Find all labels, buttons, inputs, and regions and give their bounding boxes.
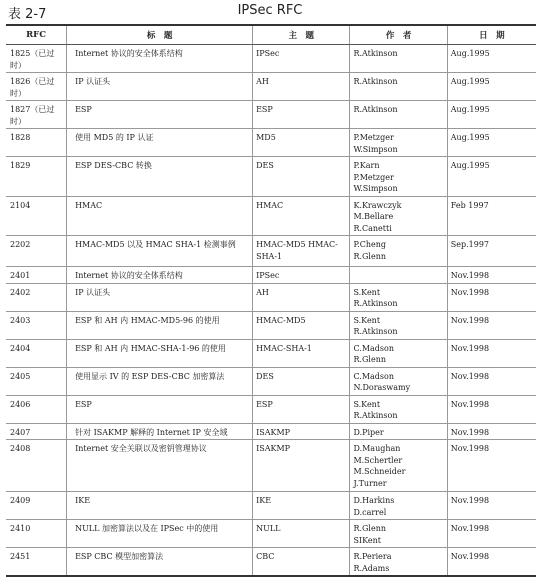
- rfc-number-cell: 2404: [6, 339, 67, 367]
- rfc-date-cell: Nov.1998: [447, 395, 536, 423]
- rfc-number-cell: 2407: [6, 423, 67, 440]
- rfc-number-cell: 1829: [6, 157, 67, 197]
- rfc-topic-cell: CBC: [253, 548, 350, 577]
- rfc-title-cell: 使用显示 IV 的 ESP DES-CBC 加密算法: [67, 367, 253, 395]
- rfc-title-cell: ESP 和 AH 内 HMAC-SHA-1-96 的使用: [67, 339, 253, 367]
- rfc-title-cell: ESP: [67, 395, 253, 423]
- author-name: R.Glenn: [353, 355, 386, 364]
- rfc-number-cell: 1825（已过时）: [6, 45, 67, 73]
- rfc-title-cell: ESP 和 AH 内 HMAC-MD5-96 的使用: [67, 311, 253, 339]
- author-name: D.Piper: [353, 427, 384, 437]
- rfc-authors-cell: [350, 267, 447, 284]
- author-name: R.Atkinson: [353, 411, 398, 420]
- column-header-authors: 作 者: [350, 25, 447, 45]
- rfc-title-cell: IP 认证头: [67, 73, 253, 101]
- rfc-topic-cell: MD5: [253, 129, 350, 157]
- rfc-authors-cell: [350, 236, 447, 267]
- author-name: P.Metzger: [353, 172, 394, 182]
- author-name: S.Kent: [353, 315, 381, 325]
- rfc-authors-cell: [350, 520, 447, 548]
- table-row: [6, 196, 536, 236]
- rfc-number-cell: 1827（已过时）: [6, 101, 67, 129]
- author-name: R.Canetti: [353, 223, 392, 233]
- rfc-date-cell: Aug.1995: [447, 101, 536, 129]
- rfc-number-cell: 2401: [6, 267, 67, 284]
- author-name: S.Kent: [353, 399, 381, 409]
- rfc-authors-cell: [350, 101, 447, 129]
- rfc-topic-cell: AH: [253, 283, 350, 311]
- rfc-title-cell: IP 认证头: [67, 283, 253, 311]
- author-name: SIKent: [353, 535, 381, 545]
- column-header-title: 标 题: [67, 25, 253, 45]
- rfc-topic-cell: HMAC: [253, 196, 350, 236]
- rfc-number-cell: 2402: [6, 283, 67, 311]
- rfc-authors-cell: [350, 311, 447, 339]
- author-name: R.Glenn: [353, 524, 386, 533]
- rfc-date-cell: Aug.1995: [447, 45, 536, 73]
- author-name: D.carrel: [353, 507, 387, 517]
- rfc-date-cell: Feb 1997: [447, 196, 536, 236]
- author-name: C.Madson: [353, 343, 394, 353]
- author-name: R.Atkinson: [353, 77, 398, 86]
- author-name: N.Doraswamy: [353, 383, 411, 392]
- rfc-date-cell: Nov.1998: [447, 267, 536, 284]
- rfc-title-cell: ESP: [67, 101, 253, 129]
- rfc-authors-cell: [350, 157, 447, 197]
- rfc-number-cell: 2410: [6, 520, 67, 548]
- table-row: [6, 440, 536, 492]
- rfc-date-cell: Nov.1998: [447, 423, 536, 440]
- rfc-date-cell: Aug.1995: [447, 129, 536, 157]
- table-body: [6, 45, 536, 577]
- table-row: [6, 283, 536, 311]
- author-name: P.Metzger: [353, 133, 394, 142]
- column-header-topic: 主 题: [253, 25, 350, 45]
- rfc-number-cell: 2405: [6, 367, 67, 395]
- author-name: M.Schertler: [353, 455, 403, 465]
- table-row: [6, 395, 536, 423]
- table-row: [6, 367, 536, 395]
- author-name: R.Atkinson: [353, 105, 398, 114]
- rfc-number-cell: 2202: [6, 236, 67, 267]
- rfc-date-cell: Aug.1995: [447, 157, 536, 197]
- rfc-date-cell: Nov.1998: [447, 311, 536, 339]
- rfc-authors-cell: [350, 548, 447, 577]
- rfc-topic-cell: IKE: [253, 492, 350, 520]
- table-row: [6, 101, 536, 129]
- rfc-date-cell: Nov.1998: [447, 548, 536, 577]
- table-row: [6, 520, 536, 548]
- rfc-title-cell: ESP CBC 模型加密算法: [67, 548, 253, 577]
- rfc-date-cell: Nov.1998: [447, 367, 536, 395]
- rfc-number-cell: 2408: [6, 440, 67, 492]
- author-name: R.Atkinson: [353, 299, 398, 308]
- rfc-date-cell: Nov.1998: [447, 440, 536, 492]
- rfc-title-cell: Internet 安全关联以及密钥管理协议: [67, 440, 253, 492]
- rfc-number-cell: 2409: [6, 492, 67, 520]
- rfc-date-cell: Nov.1998: [447, 339, 536, 367]
- rfc-title-cell: NULL 加密算法以及在 IPSec 中的使用: [67, 520, 253, 548]
- rfc-number-cell: 2403: [6, 311, 67, 339]
- rfc-date-cell: Nov.1998: [447, 520, 536, 548]
- table-row: [6, 423, 536, 440]
- author-name: R.Atkinson: [353, 49, 398, 58]
- rfc-topic-cell: IPSec: [253, 45, 350, 73]
- table-row: [6, 311, 536, 339]
- rfc-number-cell: 2406: [6, 395, 67, 423]
- author-name: D.Maughan: [353, 444, 401, 453]
- table-row: [6, 236, 536, 267]
- rfc-topic-cell: DES: [253, 157, 350, 197]
- author-name: R.Atkinson: [353, 327, 398, 336]
- author-name: R.Periera: [353, 552, 392, 561]
- table-caption: [0, 0, 540, 22]
- rfc-topic-cell: ESP: [253, 395, 350, 423]
- rfc-authors-cell: [350, 395, 447, 423]
- table-header: [6, 25, 536, 45]
- rfc-authors-cell: [350, 440, 447, 492]
- rfc-number-cell: 2104: [6, 196, 67, 236]
- author-name: W.Simpson: [353, 144, 398, 154]
- rfc-number-cell: 2451: [6, 548, 67, 577]
- table-row: [6, 492, 536, 520]
- rfc-authors-cell: [350, 129, 447, 157]
- rfc-authors-cell: [350, 73, 447, 101]
- author-name: P.Karn: [353, 161, 380, 170]
- author-name: J.Turner: [353, 478, 387, 488]
- rfc-topic-cell: NULL: [253, 520, 350, 548]
- rfc-date-cell: Aug.1995: [447, 73, 536, 101]
- author-name: W.Simpson: [353, 184, 398, 193]
- rfc-number-cell: 1828: [6, 129, 67, 157]
- rfc-table: [6, 24, 536, 577]
- rfc-topic-cell: DES: [253, 367, 350, 395]
- rfc-date-cell: Nov.1998: [447, 283, 536, 311]
- table-row: [6, 45, 536, 73]
- table-row: [6, 339, 536, 367]
- rfc-authors-cell: [350, 45, 447, 73]
- author-name: R.Adams: [353, 563, 390, 573]
- table-row: [6, 548, 536, 577]
- rfc-authors-cell: [350, 423, 447, 440]
- rfc-title-cell: Internet 协议的安全体系结构: [67, 45, 253, 73]
- rfc-date-cell: Sep.1997: [447, 236, 536, 267]
- author-name: K.Krawczyk: [353, 200, 402, 210]
- rfc-title-cell: HMAC-MD5 以及 HMAC SHA-1 检测事例: [67, 236, 253, 267]
- author-name: R.Glenn: [353, 251, 386, 261]
- table-title: IPSec RFC: [237, 3, 303, 18]
- column-header-date: 日 期: [447, 25, 536, 45]
- rfc-title-cell: 针对 ISAKMP 解释的 Internet IP 安全域: [67, 423, 253, 440]
- table-row: [6, 73, 536, 101]
- rfc-topic-cell: HMAC-SHA-1: [253, 339, 350, 367]
- rfc-authors-cell: [350, 492, 447, 520]
- rfc-topic-cell: ESP: [253, 101, 350, 129]
- column-header-rfc: RFC: [6, 25, 67, 45]
- table-row: [6, 157, 536, 197]
- rfc-authors-cell: [350, 196, 447, 236]
- rfc-title-cell: 使用 MD5 的 IP 认证: [67, 129, 253, 157]
- rfc-authors-cell: [350, 339, 447, 367]
- author-name: M.Schneider: [353, 467, 406, 476]
- rfc-title-cell: HMAC: [67, 196, 253, 236]
- author-name: C.Madson: [353, 371, 394, 381]
- rfc-topic-cell: HMAC-MD5: [253, 311, 350, 339]
- author-name: S.Kent: [353, 287, 381, 297]
- table-number: 表 2-7: [8, 7, 47, 22]
- table-row: [6, 129, 536, 157]
- rfc-authors-cell: [350, 283, 447, 311]
- author-name: D.Harkins: [353, 496, 395, 505]
- rfc-topic-cell: ISAKMP: [253, 423, 350, 440]
- rfc-title-cell: Internet 协议的安全体系结构: [67, 267, 253, 284]
- rfc-title-cell: IKE: [67, 492, 253, 520]
- table-row: [6, 267, 536, 284]
- rfc-topic-cell: HMAC-MD5 HMAC-SHA-1: [253, 236, 350, 267]
- rfc-number-cell: 1826（已过时）: [6, 73, 67, 101]
- author-name: M.Bellare: [353, 212, 394, 221]
- rfc-topic-cell: IPSec: [253, 267, 350, 284]
- rfc-topic-cell: AH: [253, 73, 350, 101]
- rfc-title-cell: ESP DES-CBC 转换: [67, 157, 253, 197]
- rfc-authors-cell: [350, 367, 447, 395]
- rfc-topic-cell: ISAKMP: [253, 440, 350, 492]
- author-name: P.Cheng: [353, 240, 387, 249]
- rfc-date-cell: Nov.1998: [447, 492, 536, 520]
